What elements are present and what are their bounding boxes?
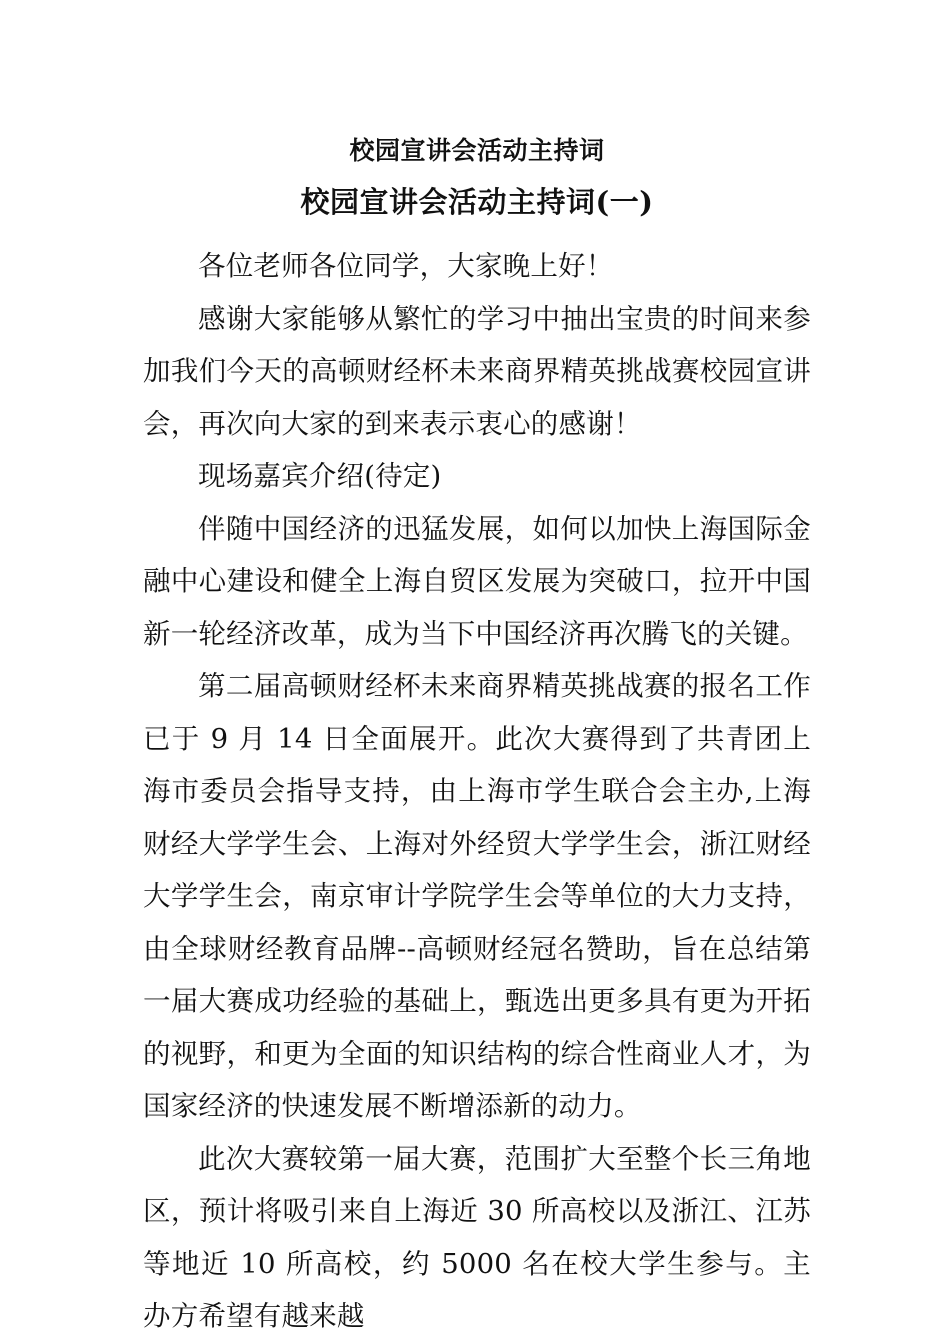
- document-title-sub: 校园宣讲会活动主持词(一): [300, 185, 654, 219]
- document-title-main: 校园宣讲会活动主持词: [349, 136, 605, 165]
- paragraph-scope-expansion: 此次大赛较第一届大赛，范围扩大至整个长三角地区，预计将吸引来自上海近 30 所高校以及浙江、江苏等地近 10 所高校，约 5000 名在校大学生参与。主办方希望有越来越: [143, 1142, 811, 1332]
- paragraph-economy-background: 伴随中国经济的迅猛发展，如何以加快上海国际金融中心建设和健全上海自贸区发展为突破口，拉开中国新一轮经济改革，成为当下中国经济再次腾飞的关键。: [143, 512, 811, 650]
- paragraph-greeting: 各位老师各位同学，大家晚上好！: [198, 250, 614, 282]
- document-content-area: [143, 128, 811, 1343]
- paragraph-guest-intro: 现场嘉宾介绍(待定): [198, 460, 442, 492]
- paragraph-thanks: 感谢大家能够从繁忙的学习中抽出宝贵的时间来参加我们今天的高顿财经杯未来商界精英挑战赛校园宣讲会，再次向大家的到来表示衷心的感谢！: [143, 302, 811, 440]
- paragraph-competition-details: 第二届高顿财经杯未来商界精英挑战赛的报名工作已于 9 月 14 日全面展开。此次大赛得到了共青团上海市委员会指导支持，由上海市学生联合会主办,上海财经大学学生会、上海对外经贸大学学生会，浙江财经大学学生会，南京审计学院学生会等单位的大力支持，由全球财经教育品牌--高顿财经冠名赞助，旨在总结第一届大赛成功经验的基础上，甄选出更多具有更为开拓的视野，和更为全面的知识结构的综合性商业人才，为国家经济的快速发展不断增添新的动力。: [143, 670, 811, 1122]
